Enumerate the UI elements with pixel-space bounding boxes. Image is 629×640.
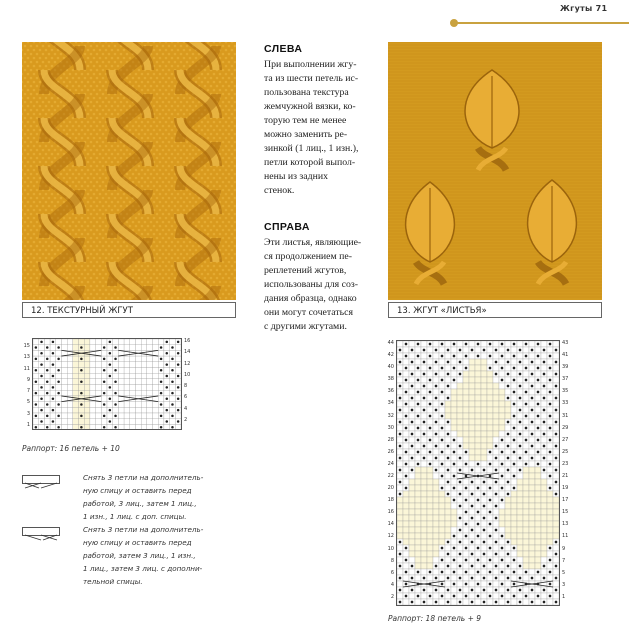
row-number: 9 [562, 545, 566, 552]
pattern-13-repeat: Раппорт: 18 петель + 9 [388, 614, 482, 623]
row-number: 16 [387, 509, 394, 516]
row-number: 13 [23, 354, 30, 361]
row-number: 2 [390, 593, 394, 600]
row-number: 13 [562, 521, 569, 528]
row-number: 15 [562, 509, 569, 516]
row-number: 21 [562, 472, 569, 479]
row-number: 34 [387, 400, 394, 407]
row-number: 5 [26, 399, 30, 406]
row-number: 1 [562, 593, 566, 600]
row-number: 43 [562, 340, 569, 346]
row-number: 2 [184, 416, 188, 423]
row-number: 3 [562, 581, 566, 588]
row-number: 11 [23, 365, 30, 372]
running-head: Жгуты 71 [560, 4, 608, 13]
pattern-13-photo [388, 42, 602, 300]
pattern-12-photo [22, 42, 236, 300]
right-section-text: Эти листья, являющие- ся продолжением пе- реплетений жгутов, использованы для соз- дания образца, однако они могут сочетаться с другими жгутами. [264, 237, 362, 332]
row-number: 35 [562, 388, 569, 395]
row-number: 20 [387, 485, 394, 492]
row-number: 7 [562, 557, 566, 564]
row-number: 40 [387, 364, 394, 371]
row-number: 7 [26, 388, 30, 394]
row-number: 33 [562, 400, 569, 407]
row-number: 41 [562, 352, 569, 359]
pattern-13-chart [396, 340, 560, 606]
row-number: 39 [562, 364, 569, 371]
row-number: 19 [562, 485, 569, 492]
row-number: 4 [390, 581, 394, 588]
row-number: 12 [184, 360, 191, 367]
row-number: 28 [387, 436, 394, 443]
header-rule [455, 22, 629, 24]
row-number: 12 [387, 533, 394, 540]
row-number: 27 [562, 436, 569, 443]
left-section-title: СЛЕВА [264, 43, 303, 55]
row-number: 37 [562, 376, 569, 383]
row-number: 26 [387, 448, 394, 455]
row-number: 14 [387, 521, 394, 528]
row-number: 3 [26, 410, 30, 417]
row-number: 22 [387, 472, 394, 479]
pattern-13-caption: 13. ЖГУТ «ЛИСТЬЯ» [388, 302, 602, 318]
row-number: 24 [387, 460, 394, 467]
row-number: 30 [387, 424, 394, 431]
row-number: 10 [387, 545, 394, 552]
row-number: 18 [387, 497, 394, 504]
row-number: 16 [184, 338, 191, 344]
row-number: 42 [387, 352, 394, 359]
row-number: 25 [562, 448, 569, 455]
legend-item-1-text: Снять 3 петли на дополнитель- ную спицу и оставить перед работой, 3 лиц., затем 1 лиц., 1 изн., 1 лиц. с доп. спицы. [83, 473, 204, 521]
right-section-title: СПРАВА [264, 221, 310, 233]
row-number: 6 [390, 569, 394, 576]
left-section-text: При выполнении жгу- та из шести петель ис- пользована текстура жемчужной вязки, ко- торую тем не менее можно заменить ре- зинкой (1 лиц., 1 изн.), петли которой выпол- нены из задних стенок. [264, 59, 359, 196]
row-number: 17 [562, 497, 569, 504]
row-number: 32 [387, 412, 394, 419]
row-number: 1 [26, 421, 30, 428]
row-number: 29 [562, 424, 569, 431]
row-number: 23 [562, 460, 569, 467]
row-number: 10 [184, 371, 191, 378]
row-number: 44 [387, 340, 394, 346]
pattern-12-chart [32, 338, 182, 430]
row-number: 9 [26, 376, 30, 383]
row-number: 14 [184, 349, 191, 356]
pattern-12-repeat: Раппорт: 16 петель + 10 [22, 444, 120, 453]
row-number: 36 [387, 388, 394, 395]
row-number: 4 [184, 405, 188, 412]
pattern-12-caption: 12. ТЕКСТУРНЫЙ ЖГУТ [22, 302, 236, 318]
row-number: 8 [390, 557, 394, 564]
row-number: 6 [184, 394, 188, 401]
legend-item-2-text: Снять 3 петли на дополнитель- ную спицу и оставить перед работой, затем 3 лиц., 1 изн., 1 лиц., затем 3 лиц. с дополни- тельной спицы. [83, 525, 204, 586]
row-number: 8 [184, 383, 188, 389]
row-number: 11 [562, 533, 569, 540]
row-number: 15 [23, 343, 30, 349]
row-number: 5 [562, 569, 566, 576]
cable-cross-left-icon [22, 527, 60, 536]
row-number: 38 [387, 376, 394, 383]
cable-cross-right-icon [22, 475, 60, 484]
row-number: 31 [562, 412, 569, 419]
